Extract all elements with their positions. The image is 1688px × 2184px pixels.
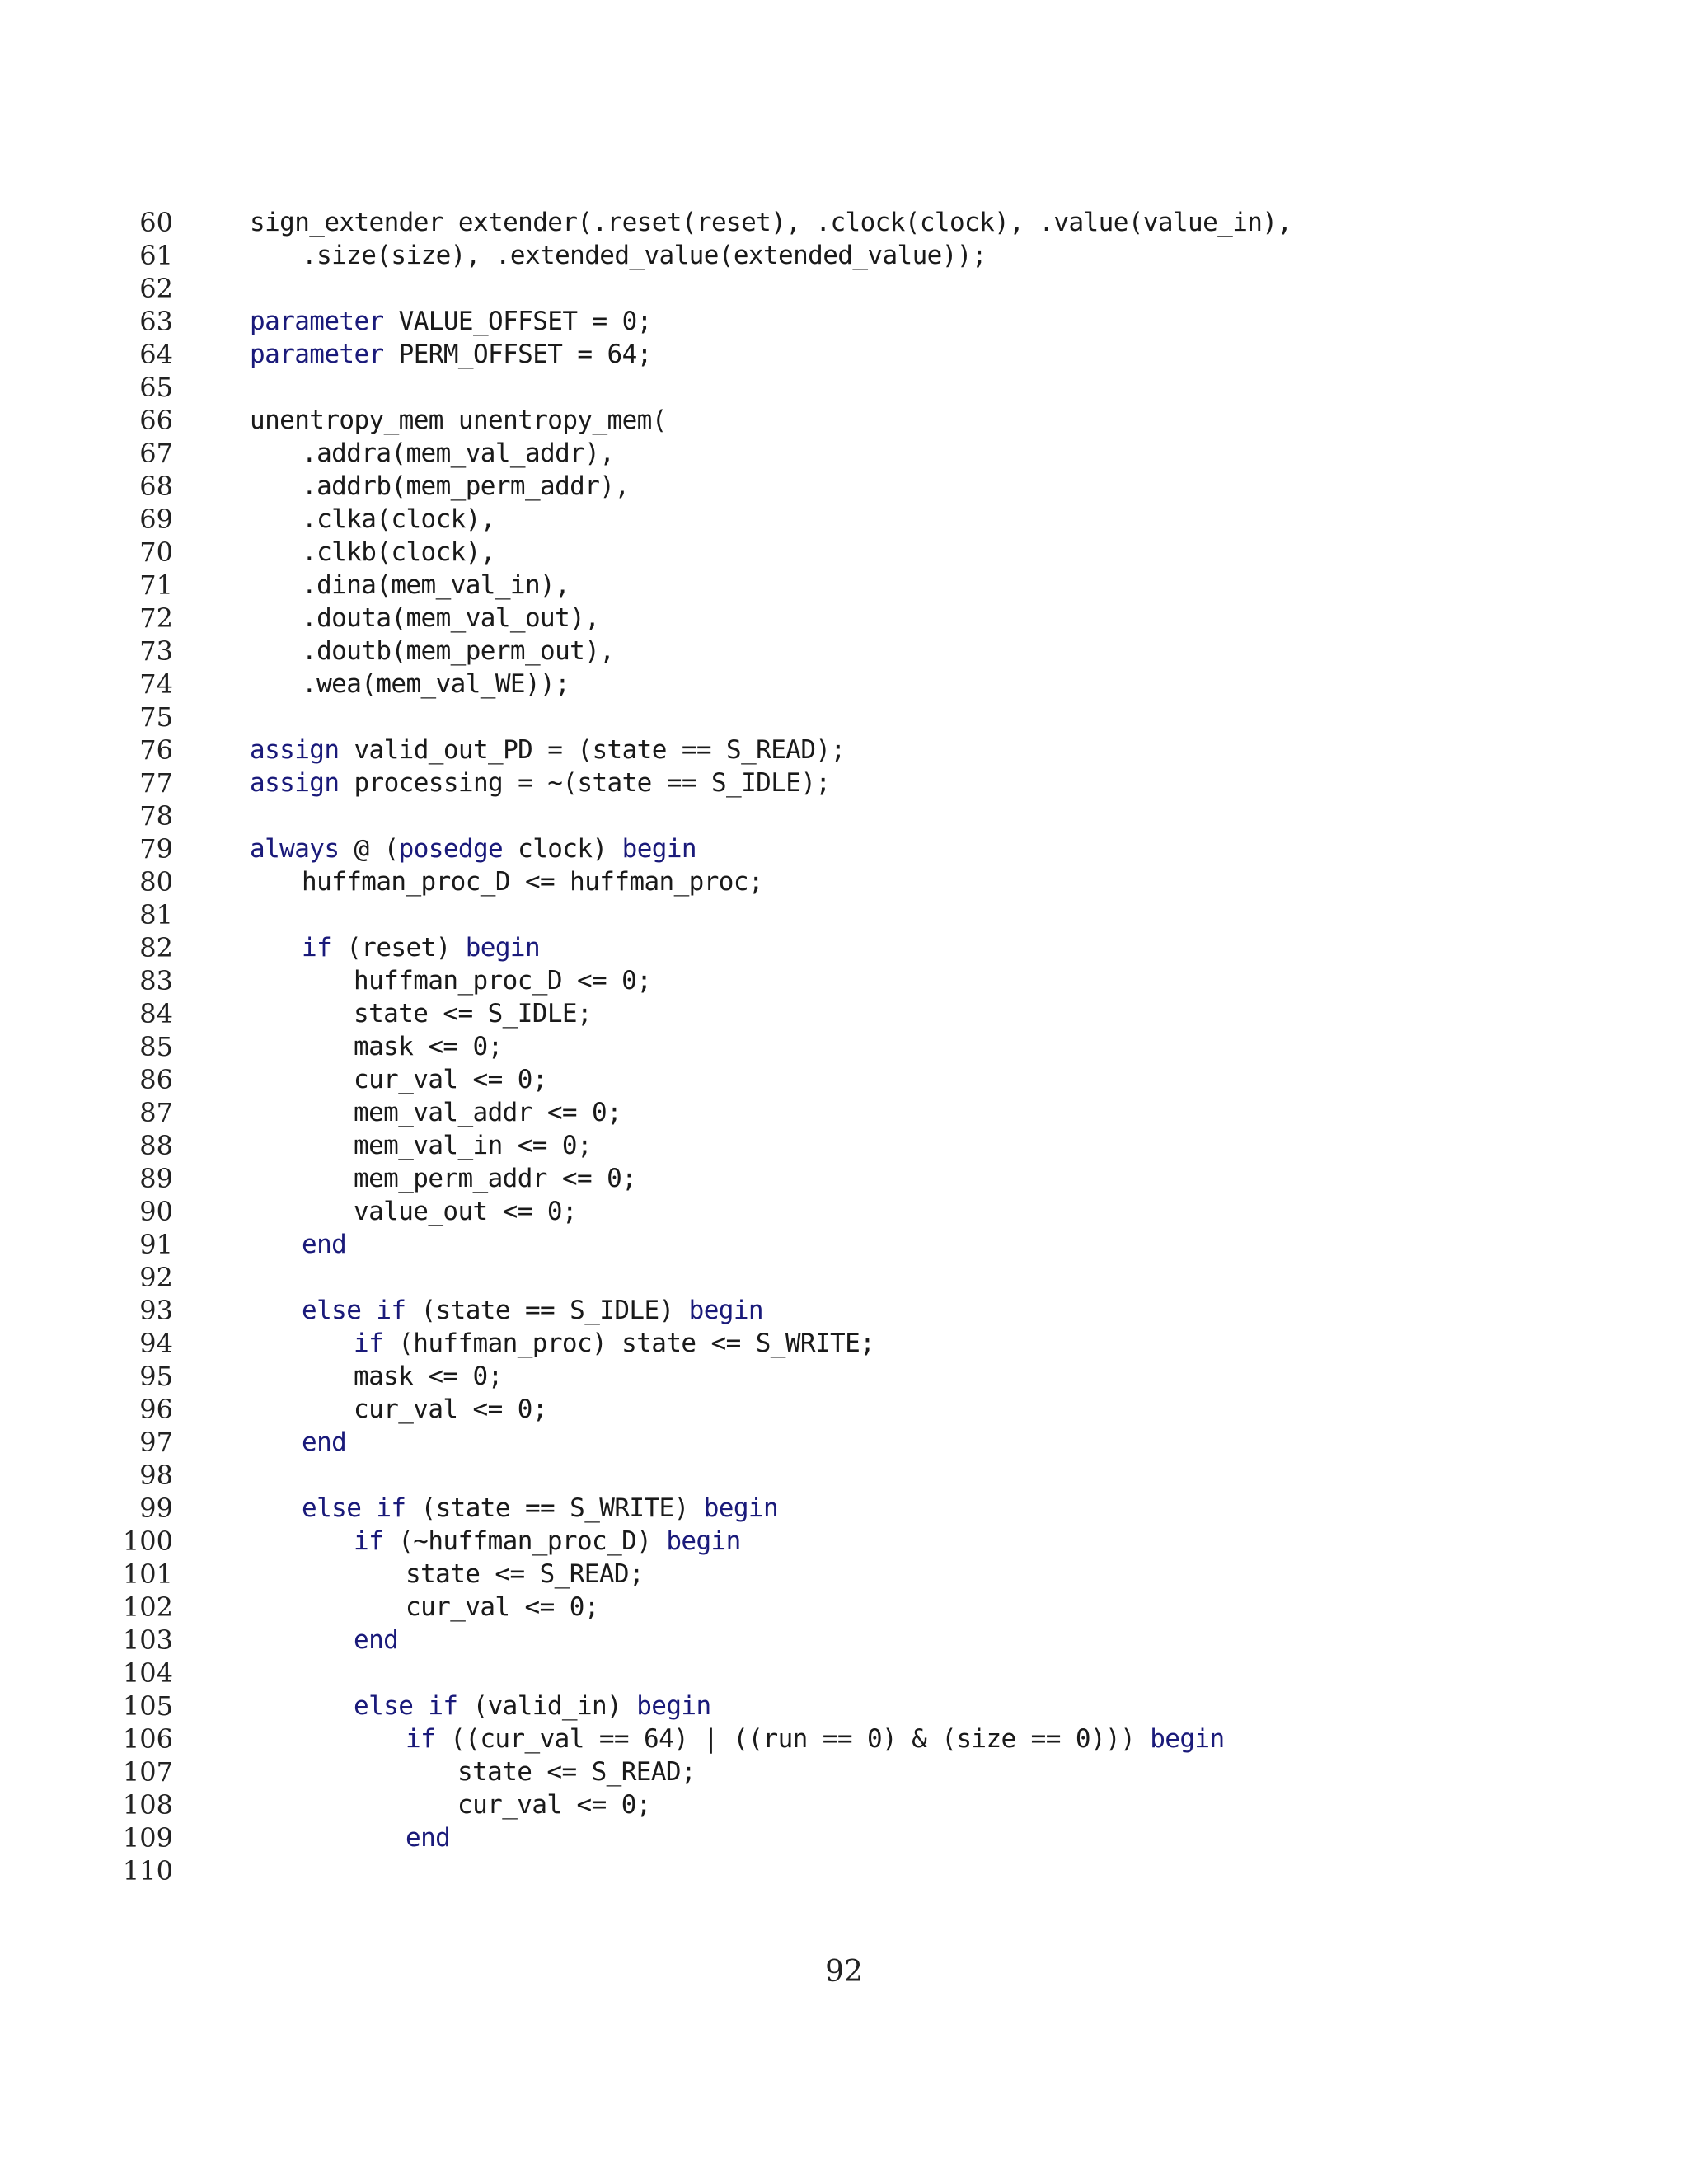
code-line [0, 898, 1688, 931]
code-line [0, 569, 1688, 602]
code-line [0, 1393, 1688, 1426]
code-line [0, 1195, 1688, 1228]
line-number: 77 [139, 767, 173, 799]
line-number: 104 [122, 1657, 173, 1689]
code-text [457, 1755, 696, 1788]
line-number: 70 [139, 537, 173, 568]
line-number: 66 [139, 405, 173, 436]
line-number: 78 [139, 800, 173, 832]
line-number: 90 [139, 1196, 173, 1227]
code-keyword: assign [250, 735, 340, 765]
code-text [302, 668, 570, 701]
code-text [354, 1195, 577, 1228]
code-token: (valid_in) [457, 1691, 637, 1721]
code-text [302, 602, 599, 635]
line-number: 89 [139, 1163, 173, 1194]
code-line [0, 832, 1688, 865]
code-text [354, 1129, 592, 1162]
line-number: 72 [139, 602, 173, 634]
code-token: ((cur_val == 64) | ((run == 0) & (size == 0))) [435, 1724, 1151, 1754]
code-token: .addra(mem_val_addr), [302, 438, 615, 468]
line-number: 84 [139, 998, 173, 1029]
code-line [0, 865, 1688, 898]
code-text [250, 766, 831, 799]
line-number: 65 [139, 372, 173, 403]
code-token: .clka(clock), [302, 504, 495, 534]
code-line [0, 206, 1688, 239]
code-line [0, 1426, 1688, 1459]
code-token: cur_val <= 0; [354, 1065, 547, 1094]
line-number: 106 [122, 1723, 173, 1755]
code-line [0, 1722, 1688, 1755]
code-token: mask <= 0; [354, 1032, 503, 1062]
code-token: (~huffman_proc_D) [383, 1526, 667, 1556]
code-keyword: begin [465, 933, 541, 963]
line-number: 73 [139, 635, 173, 667]
code-text [250, 832, 696, 865]
line-number: 93 [139, 1295, 173, 1326]
code-line [0, 766, 1688, 799]
line-number: 91 [139, 1229, 173, 1260]
code-text [406, 1821, 450, 1854]
code-line [0, 602, 1688, 635]
code-line [0, 1162, 1688, 1195]
code-token: cur_val <= 0; [457, 1790, 651, 1820]
code-keyword: end [406, 1823, 451, 1853]
code-line [0, 1690, 1688, 1722]
code-line [0, 701, 1688, 733]
code-line [0, 404, 1688, 437]
line-number: 99 [139, 1493, 173, 1524]
code-keyword: if [302, 933, 332, 963]
code-text [302, 1492, 778, 1525]
line-number: 107 [122, 1756, 173, 1788]
code-token: VALUE_OFFSET = 0; [383, 307, 652, 336]
code-line [0, 1228, 1688, 1261]
code-text [302, 1294, 763, 1327]
code-line [0, 437, 1688, 470]
code-token: .size(size), .extended_value(extended_value)); [302, 241, 987, 270]
code-text [302, 1228, 346, 1261]
code-line [0, 1525, 1688, 1558]
code-token: value_out <= 0; [354, 1197, 577, 1226]
code-line [0, 1327, 1688, 1360]
line-number: 64 [139, 339, 173, 370]
line-number: 81 [139, 899, 173, 930]
code-token: processing = ~(state == S_IDLE); [339, 768, 831, 798]
code-token: .wea(mem_val_WE)); [302, 669, 570, 699]
code-token: (state == S_IDLE) [406, 1296, 689, 1325]
code-text [354, 1624, 398, 1657]
line-number: 67 [139, 438, 173, 469]
code-text [354, 1525, 741, 1558]
code-text [302, 569, 570, 602]
code-text [302, 239, 987, 272]
line-number: 71 [139, 569, 173, 601]
code-line [0, 1624, 1688, 1657]
line-number: 97 [139, 1427, 173, 1458]
code-line [0, 1492, 1688, 1525]
code-line [0, 1821, 1688, 1854]
line-number: 102 [122, 1591, 173, 1623]
code-token: .doutb(mem_perm_out), [302, 636, 615, 666]
code-token: huffman_proc_D <= 0; [354, 966, 652, 996]
code-line [0, 1459, 1688, 1492]
line-number: 60 [139, 207, 173, 238]
code-text [302, 470, 629, 503]
code-text [354, 997, 592, 1030]
code-line [0, 1030, 1688, 1063]
code-text [250, 338, 652, 371]
code-text [354, 1063, 547, 1096]
code-text [250, 305, 652, 338]
code-token: (state == S_WRITE) [406, 1493, 704, 1523]
code-text [302, 635, 614, 668]
line-number: 61 [139, 240, 173, 271]
code-text [302, 503, 495, 536]
line-number: 82 [139, 932, 173, 963]
code-line [0, 1755, 1688, 1788]
code-keyword: else if [302, 1296, 406, 1325]
code-line [0, 1788, 1688, 1821]
code-line [0, 272, 1688, 305]
line-number: 62 [139, 273, 173, 304]
code-line [0, 799, 1688, 832]
line-number: 88 [139, 1130, 173, 1161]
code-keyword: begin [703, 1493, 779, 1523]
code-text [406, 1591, 599, 1624]
code-token: state <= S_READ; [457, 1757, 696, 1787]
code-listing [0, 206, 1688, 1887]
code-token: cur_val <= 0; [406, 1592, 599, 1622]
code-token: valid_out_PD = (state == S_READ); [339, 735, 846, 765]
code-text [302, 865, 763, 898]
line-number: 85 [139, 1031, 173, 1062]
code-keyword: always [250, 834, 340, 864]
code-text [302, 437, 614, 470]
code-keyword: else if [302, 1493, 406, 1523]
line-number: 63 [139, 306, 173, 337]
line-number: 108 [122, 1789, 173, 1821]
line-number: 96 [139, 1394, 173, 1425]
code-token: @ ( [339, 834, 399, 864]
code-line [0, 1591, 1688, 1624]
code-token: state <= S_READ; [406, 1559, 645, 1589]
code-line [0, 997, 1688, 1030]
line-number: 105 [122, 1690, 173, 1722]
code-line [0, 371, 1688, 404]
code-keyword: begin [621, 834, 696, 864]
code-token: .douta(mem_val_out), [302, 603, 600, 633]
line-number: 76 [139, 734, 173, 766]
code-line [0, 536, 1688, 569]
code-token: .clkb(clock), [302, 537, 495, 567]
code-text [354, 1690, 711, 1722]
page-number: 92 [825, 1955, 863, 1989]
code-line [0, 338, 1688, 371]
code-token: .dina(mem_val_in), [302, 570, 570, 600]
code-keyword: parameter [250, 340, 384, 369]
line-number: 79 [139, 833, 173, 865]
code-token: mem_val_addr <= 0; [354, 1098, 622, 1127]
line-number: 95 [139, 1361, 173, 1392]
code-token: clock) [503, 834, 622, 864]
code-line [0, 964, 1688, 997]
code-keyword: end [302, 1427, 347, 1457]
line-number: 92 [139, 1262, 173, 1293]
code-line [0, 239, 1688, 272]
code-token: sign_extender extender(.reset(reset), .clock(clock), .value(value_in), [250, 208, 1292, 237]
line-number: 109 [122, 1822, 173, 1854]
line-number: 68 [139, 471, 173, 502]
code-line [0, 635, 1688, 668]
code-keyword: if [354, 1526, 384, 1556]
code-line [0, 1261, 1688, 1294]
code-line [0, 668, 1688, 701]
code-text [354, 1096, 621, 1129]
code-keyword: begin [666, 1526, 741, 1556]
code-text [354, 1327, 874, 1360]
code-text [354, 964, 651, 997]
code-keyword: assign [250, 768, 340, 798]
code-keyword: if [354, 1329, 384, 1358]
code-text [354, 1030, 503, 1063]
code-token: mem_perm_addr <= 0; [354, 1164, 637, 1193]
code-keyword: else if [354, 1691, 458, 1721]
code-text [406, 1558, 644, 1591]
code-keyword: parameter [250, 307, 384, 336]
code-keyword: end [302, 1230, 347, 1259]
code-text [250, 404, 667, 437]
code-line [0, 1129, 1688, 1162]
code-text [250, 733, 846, 766]
code-token: mem_val_in <= 0; [354, 1131, 593, 1160]
code-line [0, 1657, 1688, 1690]
code-token: .addrb(mem_perm_addr), [302, 471, 630, 501]
line-number: 87 [139, 1097, 173, 1128]
code-line [0, 1558, 1688, 1591]
code-line [0, 305, 1688, 338]
line-number: 80 [139, 866, 173, 898]
code-line [0, 1063, 1688, 1096]
code-text [302, 536, 495, 569]
code-keyword: begin [1150, 1724, 1225, 1754]
code-line [0, 733, 1688, 766]
code-line [0, 1096, 1688, 1129]
code-keyword: posedge [398, 834, 504, 864]
code-token: PERM_OFFSET = 64; [383, 340, 652, 369]
code-token: huffman_proc_D <= huffman_proc; [302, 867, 763, 897]
code-line [0, 1360, 1688, 1393]
line-number: 98 [139, 1460, 173, 1491]
line-number: 74 [139, 668, 173, 700]
line-number: 94 [139, 1328, 173, 1359]
line-number: 100 [122, 1526, 173, 1557]
code-token: mask <= 0; [354, 1361, 503, 1391]
code-line [0, 1854, 1688, 1887]
code-line [0, 470, 1688, 503]
code-token: cur_val <= 0; [354, 1394, 547, 1424]
code-text [302, 1426, 346, 1459]
line-number: 101 [122, 1558, 173, 1590]
code-token: unentropy_mem unentropy_mem( [250, 405, 667, 435]
code-token: state <= S_IDLE; [354, 999, 593, 1029]
code-text [250, 206, 1292, 239]
code-text [302, 931, 540, 964]
code-keyword: begin [688, 1296, 763, 1325]
line-number: 69 [139, 504, 173, 535]
code-token: (huffman_proc) state <= S_WRITE; [383, 1329, 875, 1358]
code-text [354, 1360, 503, 1393]
code-line [0, 1294, 1688, 1327]
code-line [0, 931, 1688, 964]
line-number: 83 [139, 965, 173, 996]
line-number: 86 [139, 1064, 173, 1095]
line-number: 103 [122, 1624, 173, 1656]
line-number: 110 [122, 1855, 173, 1886]
code-text [354, 1162, 636, 1195]
line-number: 75 [139, 701, 173, 733]
code-text [354, 1393, 547, 1426]
code-text [406, 1722, 1225, 1755]
code-line [0, 503, 1688, 536]
code-keyword: end [354, 1625, 399, 1655]
code-keyword: if [406, 1724, 436, 1754]
code-keyword: begin [636, 1691, 711, 1721]
code-token: (reset) [331, 933, 466, 963]
code-text [457, 1788, 651, 1821]
